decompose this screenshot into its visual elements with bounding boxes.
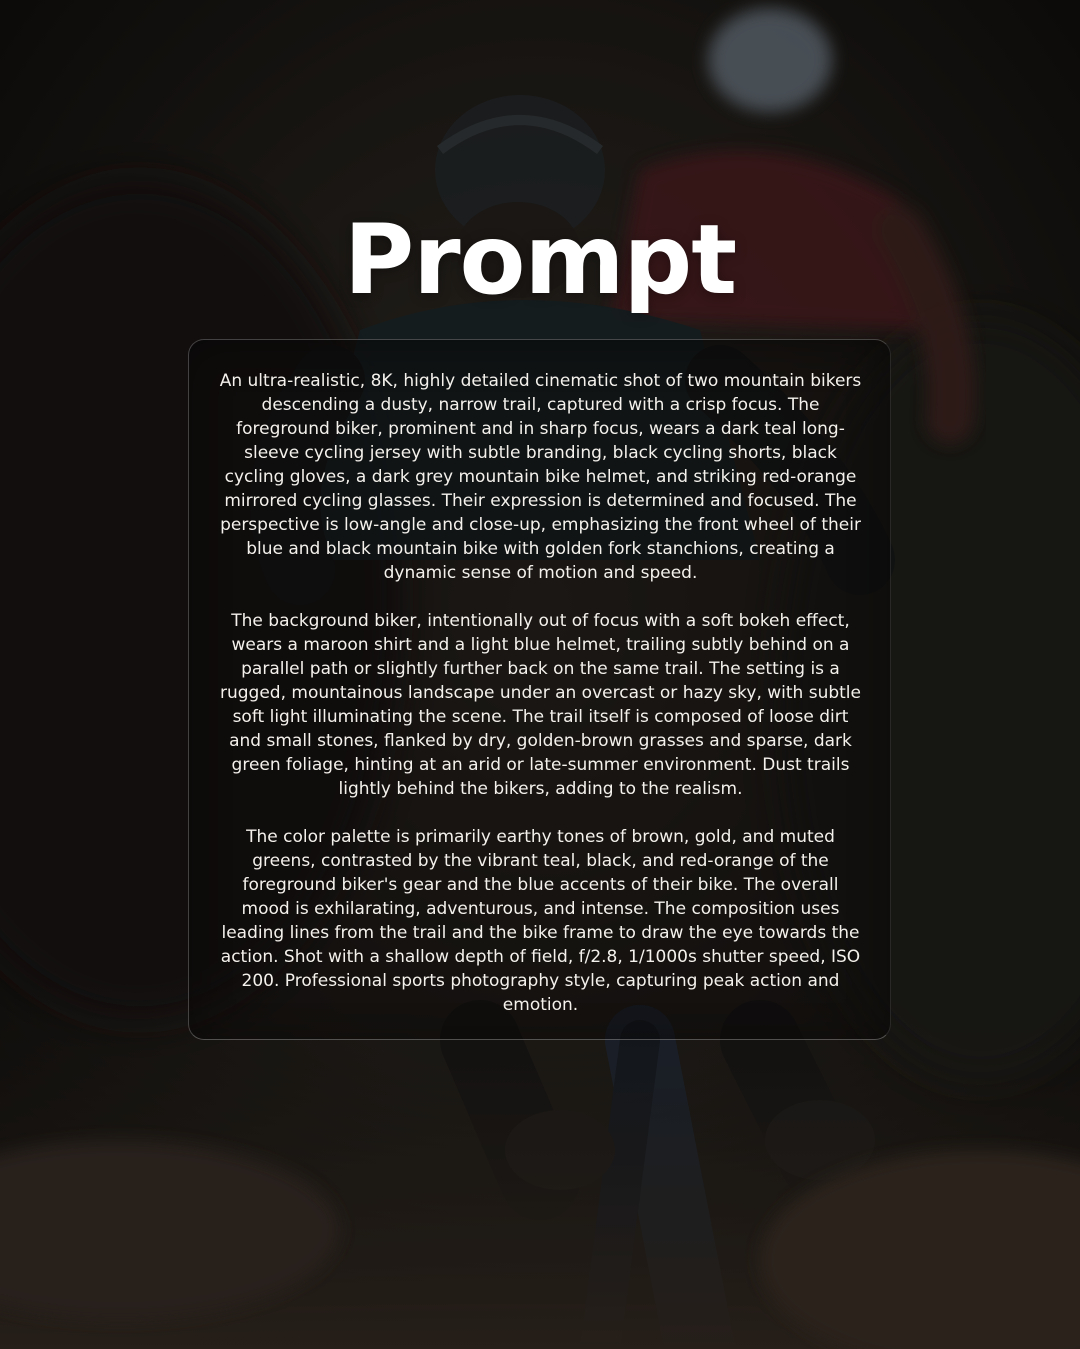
prompt-paragraph: The background biker, intentionally out of focus with a soft bokeh effect, wears a maroon shirt and a light blue helmet, trailing subtly behind on a parallel path or slightly further back on the same trail. The setting is a rugged, mountainous landscape under an overcast or hazy sky, with subtle soft light illuminating the scene. The trail itself is composed of loose dirt and small stones, flanked by dry, golden-brown grasses and sparse, dark green foliage, hinting at an arid or late-summer environment. Dust trails lightly behind the bikers, adding to the realism.	[219, 611, 861, 799]
prompt-paragraph: The color palette is primarily earthy tones of brown, gold, and muted greens, contrasted by the vibrant teal, black, and red-orange of the foreground biker's gear and the blue accents of their bike. The overall mood is exhilarating, adventurous, and intense. The composition uses leading lines from the trail and the bike frame to draw the eye towards the action. Shot with a shallow depth of field, f/2.8, 1/1000s shutter speed, ISO 200. Professional sports photography style, capturing peak action and emotion.	[220, 827, 861, 1015]
prompt-paragraph: An ultra-realistic, 8K, highly detailed cinematic shot of two mountain bikers descending a dusty, narrow trail, captured with a crisp focus. The foreground biker, prominent and in sharp focus, wears a dark teal long-sleeve cycling jersey with subtle branding, black cycling shorts, black cycling gloves, a dark grey mountain bike helmet, and striking red-orange mirrored cycling glasses. Their expression is determined and focused. The perspective is low-angle and close-up, emphasizing the front wheel of their blue and black mountain bike with golden fork stanchions, creating a dynamic sense of motion and speed.	[219, 371, 862, 583]
page-title: Prompt	[343, 204, 737, 316]
prompt-text	[219, 369, 862, 1017]
prompt-panel	[188, 339, 891, 1040]
